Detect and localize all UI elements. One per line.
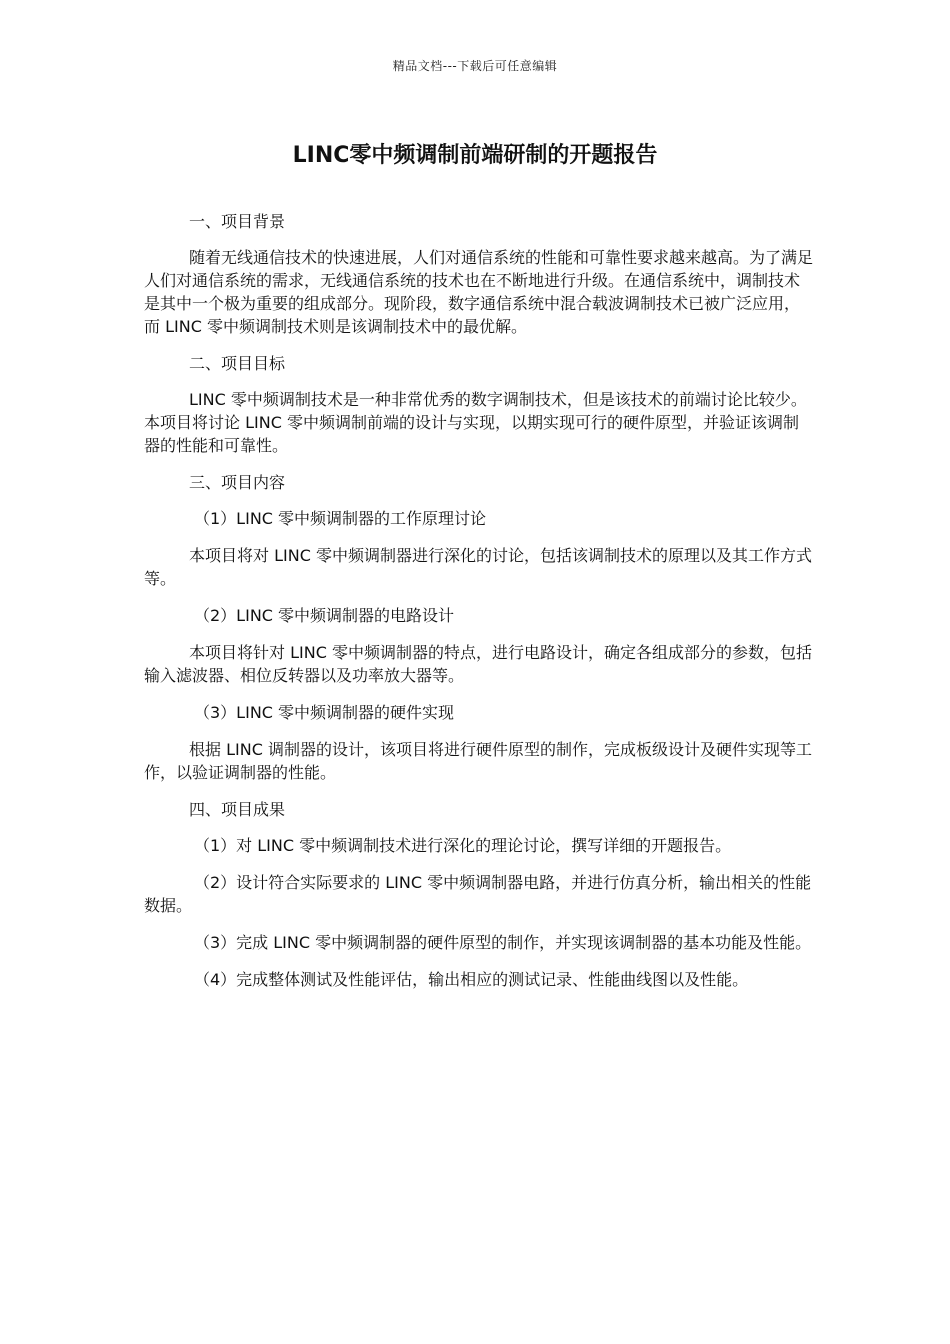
- result-item-1: （1）对 LINC 零中频调制技术进行深化的理论讨论，撰写详细的开题报告。: [194, 836, 732, 855]
- paragraph-background: 随着无线通信技术的快速进展，人们对通信系统的性能和可靠性要求越来越高。为了满足人们对通信系统的需求，无线通信系统的技术也在不断地进行升级。在通信系统中，调制技术是其中一个极为重要的组成部分。现阶段，数字通信系统中混合载波调制技术已被广泛应用，而 LINC 零中频调制技术则是该调制技术中的最优解。: [144, 248, 814, 336]
- header-note: 精品文档---下载后可任意编辑: [392, 59, 558, 73]
- subheading-hardware: （3）LINC 零中频调制器的硬件实现: [194, 703, 455, 722]
- paragraph-circuit: 本项目将针对 LINC 零中频调制器的特点，进行电路设计，确定各组成部分的参数，包括输入滤波器、相位反转器以及功率放大器等。: [144, 643, 812, 685]
- subheading-circuit: （2）LINC 零中频调制器的电路设计: [194, 606, 455, 625]
- section-heading-goals: 二、项目目标: [189, 354, 286, 373]
- result-item-4: （4）完成整体测试及性能评估，输出相应的测试记录、性能曲线图以及性能。: [194, 970, 749, 989]
- section-heading-results: 四、项目成果: [189, 800, 286, 819]
- subheading-principle: （1）LINC 零中频调制器的工作原理讨论: [194, 509, 487, 528]
- document-body: [144, 210, 814, 1005]
- result-item-2: （2）设计符合实际要求的 LINC 零中频调制器电路，并进行仿真分析，输出相关的性能数据。: [144, 873, 812, 915]
- section-heading-background: 一、项目背景: [189, 212, 286, 231]
- paragraph-hardware: 根据 LINC 调制器的设计，该项目将进行硬件原型的制作，完成板级设计及硬件实现等工作，以验证调制器的性能。: [144, 740, 812, 782]
- paragraph-goals: LINC 零中频调制技术是一种非常优秀的数字调制技术，但是该技术的前端讨论比较少。本项目将讨论 LINC 零中频调制前端的设计与实现，以期实现可行的硬件原型，并验证该调制器的性能和可靠性。: [144, 390, 807, 455]
- paragraph-principle: 本项目将对 LINC 零中频调制器进行深化的讨论，包括该调制技术的原理以及其工作方式等。: [144, 546, 812, 588]
- document-title: LINC零中频调制前端研制的开题报告: [292, 143, 658, 168]
- result-item-3: （3）完成 LINC 零中频调制器的硬件原型的制作，并实现该调制器的基本功能及性能。: [194, 933, 812, 952]
- section-heading-content: 三、项目内容: [189, 473, 286, 492]
